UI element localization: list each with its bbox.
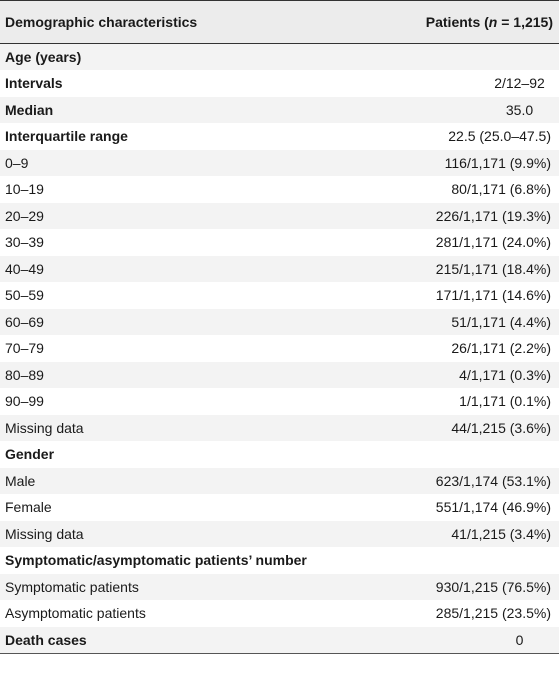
table-row	[0, 362, 559, 389]
table-row	[0, 627, 559, 654]
row-label: 10–19	[5, 181, 44, 198]
table-row	[0, 547, 559, 574]
table-row	[0, 521, 559, 548]
row-value	[370, 44, 559, 71]
table-row	[0, 256, 559, 283]
header-patients-suffix: = 1,215)	[497, 14, 553, 30]
table-row	[0, 123, 559, 150]
row-label: 80–89	[5, 366, 44, 383]
header-patients-n: n	[488, 14, 498, 30]
table-row	[0, 494, 559, 521]
table-row	[0, 600, 559, 627]
row-label: Symptomatic patients	[5, 578, 139, 595]
table-row	[0, 309, 559, 336]
row-label: Asymptomatic patients	[5, 605, 146, 622]
row-label: Age (years)	[5, 49, 82, 65]
row-label: Missing data	[5, 525, 84, 542]
table-row	[0, 388, 559, 415]
table-row	[0, 70, 559, 97]
table-row	[0, 415, 559, 442]
header-demographic-characteristics: Demographic characteristics	[5, 14, 198, 30]
table-row	[0, 441, 559, 468]
row-value: 930/1,215 (76.5%)	[435, 578, 551, 595]
table-row	[0, 468, 559, 495]
row-label: 60–69	[5, 313, 44, 330]
row-label: Intervals	[5, 75, 63, 92]
row-value	[370, 547, 559, 574]
table-row	[0, 176, 559, 203]
row-value: 35.0	[505, 101, 534, 118]
row-label: Median	[5, 101, 54, 118]
table-row	[0, 229, 559, 256]
row-value: 51/1,171 (4.4%)	[451, 313, 551, 330]
table-body	[0, 44, 559, 654]
table-row	[0, 282, 559, 309]
row-label: 70–79	[5, 340, 44, 357]
row-value: 44/1,215 (3.6%)	[451, 419, 551, 436]
row-value: 171/1,171 (14.6%)	[435, 287, 551, 304]
row-value: 22.5 (25.0–47.5)	[448, 128, 551, 145]
row-value	[370, 441, 559, 468]
row-value: 551/1,174 (46.9%)	[435, 499, 551, 516]
row-value: 41/1,215 (3.4%)	[451, 525, 551, 542]
row-value: 4/1,171 (0.3%)	[459, 366, 551, 383]
row-value: 1/1,171 (0.1%)	[459, 393, 551, 410]
header-patients	[370, 1, 559, 44]
row-value: 116/1,171 (9.9%)	[444, 154, 551, 171]
row-value: 226/1,171 (19.3%)	[435, 207, 551, 224]
row-label: 20–29	[5, 207, 44, 224]
row-label: Symptomatic/asymptomatic patients’ number	[5, 552, 307, 569]
row-value: 2/12–92	[494, 75, 545, 92]
row-label: 40–49	[5, 260, 44, 277]
table-row	[0, 97, 559, 124]
header-patients-prefix: Patients (	[425, 14, 489, 30]
row-value: 623/1,174 (53.1%)	[435, 472, 551, 489]
table-row	[0, 150, 559, 177]
table-row	[0, 335, 559, 362]
row-value: 0	[515, 631, 524, 648]
header-row	[0, 1, 559, 44]
row-label: Gender	[5, 446, 55, 463]
row-value: 281/1,171 (24.0%)	[435, 234, 551, 251]
row-value: 215/1,171 (18.4%)	[435, 260, 551, 277]
row-label: 50–59	[5, 287, 44, 304]
row-label: Missing data	[5, 419, 84, 436]
table-row	[0, 574, 559, 601]
row-value: 26/1,171 (2.2%)	[451, 340, 551, 357]
row-label: Male	[5, 472, 36, 489]
row-label: Death cases	[5, 631, 87, 648]
row-label: 90–99	[5, 393, 44, 410]
row-label: Interquartile range	[5, 128, 128, 145]
row-label: Female	[5, 499, 52, 516]
table-row	[0, 44, 559, 71]
table-header	[0, 1, 559, 44]
table-row	[0, 203, 559, 230]
row-value: 80/1,171 (6.8%)	[451, 181, 551, 198]
row-label: 0–9	[5, 154, 29, 171]
row-value: 285/1,215 (23.5%)	[435, 605, 551, 622]
row-label: 30–39	[5, 234, 44, 251]
